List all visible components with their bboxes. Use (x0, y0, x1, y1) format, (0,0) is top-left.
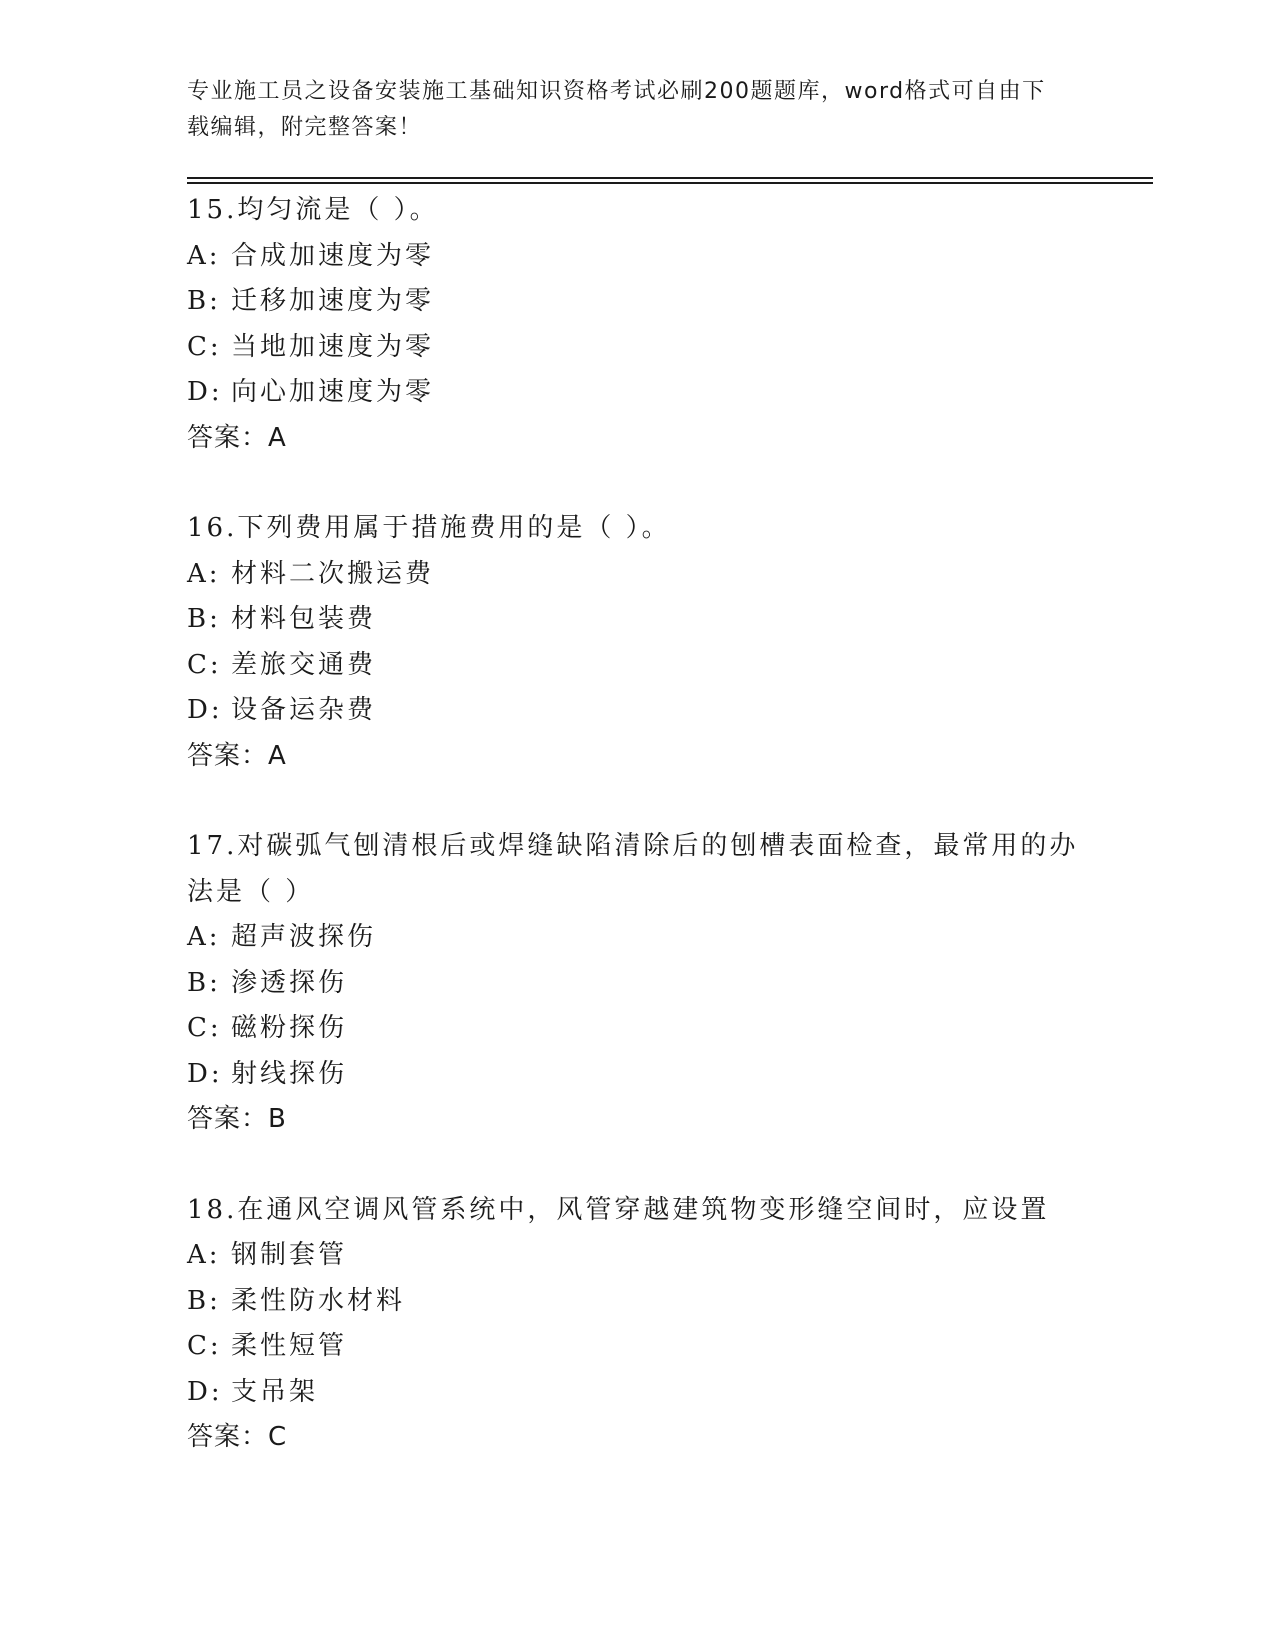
option-d (187, 370, 1087, 416)
option-letter: A: (187, 922, 221, 952)
option-letter: A: (187, 1240, 221, 1270)
answer-line: 答案：A (187, 422, 287, 453)
question-item (187, 824, 1087, 1143)
option-text: 柔性短管 (231, 1331, 348, 1361)
option-text: 合成加速度为零 (231, 240, 435, 271)
option-c (187, 643, 1087, 689)
option-text: 支吊架 (231, 1376, 319, 1407)
answer-line: 答案：A (187, 740, 287, 771)
option-letter: C: (187, 1331, 222, 1361)
header-divider-bottom (187, 182, 1153, 184)
option-a (187, 915, 1087, 961)
option-b (187, 961, 1087, 1007)
option-letter: B: (187, 286, 221, 316)
option-text: 当地加速度为零 (231, 331, 435, 362)
option-d (187, 1370, 1087, 1416)
option-text: 钢制套管 (231, 1240, 348, 1270)
option-c (187, 1324, 1087, 1370)
question-item (187, 506, 1087, 779)
option-text: 材料二次搬运费 (231, 558, 435, 589)
option-b (187, 1279, 1087, 1325)
option-b (187, 279, 1087, 325)
option-letter: B: (187, 604, 221, 634)
option-text: 迁移加速度为零 (231, 286, 435, 316)
option-letter: C: (187, 331, 222, 362)
option-text: 材料包装费 (231, 604, 377, 634)
option-c (187, 325, 1087, 371)
option-text: 磁粉探伤 (231, 1013, 348, 1043)
option-text: 差旅交通费 (231, 649, 377, 680)
option-letter: B: (187, 967, 221, 998)
option-letter: D: (187, 1376, 223, 1407)
option-d (187, 1052, 1087, 1098)
option-b (187, 597, 1087, 643)
option-letter: D: (187, 377, 223, 407)
option-letter: C: (187, 1013, 222, 1043)
option-a (187, 552, 1087, 598)
option-letter: D: (187, 695, 223, 725)
question-stem: 15.均匀流是（ ）。 (187, 195, 439, 225)
option-letter: D: (187, 1058, 223, 1089)
option-a (187, 1233, 1087, 1279)
header-divider-top (187, 177, 1153, 179)
question-stem: 17.对碳弧气刨清根后或焊缝缺陷清除后的刨槽表面检查，最常用的办法是（ ） (187, 831, 1079, 907)
question-stem: 18.在通风空调风管系统中，风管穿越建筑物变形缝空间时，应设置 (187, 1194, 1050, 1225)
answer-line: 答案：B (187, 1104, 287, 1134)
option-letter: A: (187, 558, 221, 589)
option-text: 超声波探伤 (231, 922, 377, 952)
question-list (187, 188, 1087, 1506)
option-a (187, 234, 1087, 280)
question-item (187, 188, 1087, 461)
document-header: 专业施工员之设备安装施工基础知识资格考试必刷200题题库，word格式可自由下载编辑，附完整答案！ (187, 79, 1046, 140)
option-c (187, 1006, 1087, 1052)
option-text: 设备运杂费 (231, 695, 377, 725)
option-text: 渗透探伤 (231, 967, 348, 998)
option-letter: B: (187, 1285, 221, 1316)
option-letter: A: (187, 240, 221, 271)
question-item (187, 1188, 1087, 1461)
question-stem: 16.下列费用属于措施费用的是（ ）。 (187, 513, 671, 543)
option-text: 射线探伤 (231, 1058, 348, 1089)
answer-line: 答案：C (187, 1422, 288, 1452)
option-text: 柔性防水材料 (231, 1285, 406, 1316)
option-letter: C: (187, 649, 222, 680)
option-d (187, 688, 1087, 734)
option-text: 向心加速度为零 (231, 377, 435, 407)
